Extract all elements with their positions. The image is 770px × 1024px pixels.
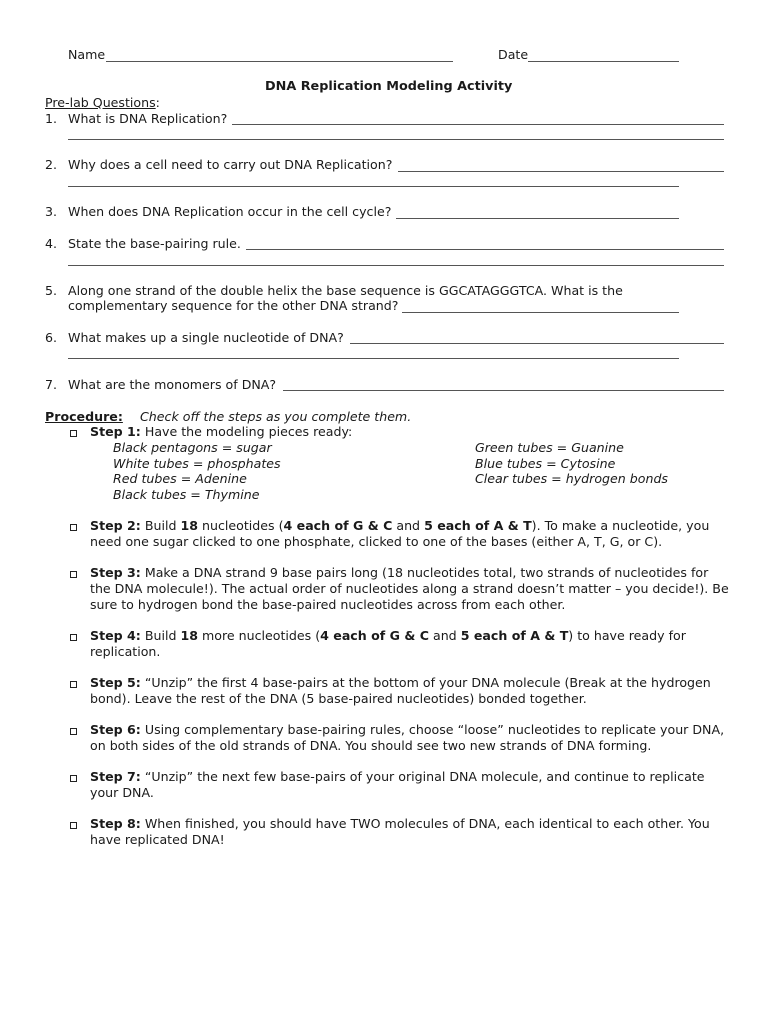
answer-line-4a[interactable] — [246, 249, 724, 250]
step-5-checkbox[interactable] — [70, 681, 77, 688]
answer-line-7[interactable] — [283, 390, 724, 391]
question-1-number: 1. — [45, 111, 58, 126]
question-4-text: State the base-pairing rule. — [68, 236, 241, 251]
prelab-heading: Pre-lab Questions: — [45, 95, 160, 110]
question-7-text: What are the monomers of DNA? — [68, 377, 277, 392]
question-6-text: What makes up a single nucleotide of DNA? — [68, 330, 344, 345]
step-1-checkbox[interactable] — [70, 430, 77, 437]
procedure-heading: Procedure: — [45, 409, 123, 424]
question-1-text: What is DNA Replication? — [68, 111, 228, 126]
step-8-checkbox[interactable] — [70, 822, 77, 829]
material-phosphate: White tubes = phosphates — [113, 456, 281, 471]
page-title: DNA Replication Modeling Activity — [265, 79, 513, 94]
answer-line-1b[interactable] — [68, 139, 724, 140]
step-2: Step 2: Build 18 nucleotides (4 each of G & C and 5 each of A & T). To make a nucleotide, you need one sugar clicked to one phosphate, clicked to one of the bases (either A, T, G, or C). — [90, 518, 710, 549]
answer-line-4b[interactable] — [68, 265, 724, 266]
step-1: Step 1: Have the modeling pieces ready: — [90, 424, 353, 439]
step-3: Step 3: Make a DNA strand 9 base pairs long (18 nucleotides total, two strands of nucleotides for the DNA molecule!). The actual order of nucleotides along a strand doesn’t matter – you decide!). Be sure to hydrogen bond the base-paired nucleotides across from each other. — [90, 565, 729, 612]
material-guanine: Green tubes = Guanine — [475, 440, 624, 455]
question-2-text: Why does a cell need to carry out DNA Replication? — [68, 157, 393, 172]
question-3-text: When does DNA Replication occur in the cell cycle? — [68, 204, 392, 219]
step-4: Step 4: Build 18 more nucleotides (4 each of G & C and 5 each of A & T) to have ready for replication. — [90, 628, 686, 659]
step-4-checkbox[interactable] — [70, 634, 77, 641]
question-2-number: 2. — [45, 157, 58, 172]
step-7-checkbox[interactable] — [70, 775, 77, 782]
answer-line-3[interactable] — [396, 218, 679, 219]
question-7-number: 7. — [45, 377, 58, 392]
name-field[interactable] — [106, 61, 453, 62]
material-sugar: Black pentagons = sugar — [113, 440, 272, 455]
question-5-text-cont: complementary sequence for the other DNA strand? — [68, 298, 399, 313]
step-8: Step 8: When finished, you should have TWO molecules of DNA, each identical to each other. You have replicated DNA! — [90, 816, 710, 847]
procedure-instruction: Check off the steps as you complete them. — [140, 409, 412, 424]
step-5: Step 5: “Unzip” the first 4 base-pairs at the bottom of your DNA molecule (Break at the hydrogen bond). Leave the rest of the DNA (5 base-paired nucleotides) bonded together. — [90, 675, 711, 706]
name-label: Name — [68, 47, 106, 62]
date-label: Date — [498, 47, 529, 62]
answer-line-6b[interactable] — [68, 358, 679, 359]
step-7: Step 7: “Unzip” the next few base-pairs of your original DNA molecule, and continue to replicate your DNA. — [90, 769, 705, 800]
question-4-number: 4. — [45, 236, 58, 251]
question-5-text: Along one strand of the double helix the base sequence is GGCATAGGGTCA. What is the — [68, 283, 623, 298]
material-thymine: Black tubes = Thymine — [113, 487, 260, 502]
answer-line-5[interactable] — [402, 312, 679, 313]
step-2-checkbox[interactable] — [70, 524, 77, 531]
answer-line-2b[interactable] — [68, 186, 679, 187]
date-field[interactable] — [528, 61, 679, 62]
step-6-checkbox[interactable] — [70, 728, 77, 735]
question-3-number: 3. — [45, 204, 58, 219]
material-cytosine: Blue tubes = Cytosine — [475, 456, 616, 471]
answer-line-2a[interactable] — [398, 171, 724, 172]
answer-line-6a[interactable] — [350, 343, 724, 344]
material-hydrogen-bonds: Clear tubes = hydrogen bonds — [475, 471, 668, 486]
question-6-number: 6. — [45, 330, 58, 345]
question-5-number: 5. — [45, 283, 58, 298]
step-6: Step 6: Using complementary base-pairing rules, choose “loose” nucleotides to replicate your DNA, on both sides of the old strands of DNA. You should see two new strands of DNA forming. — [90, 722, 725, 753]
material-adenine: Red tubes = Adenine — [113, 471, 247, 486]
answer-line-1a[interactable] — [232, 124, 724, 125]
step-3-checkbox[interactable] — [70, 571, 77, 578]
